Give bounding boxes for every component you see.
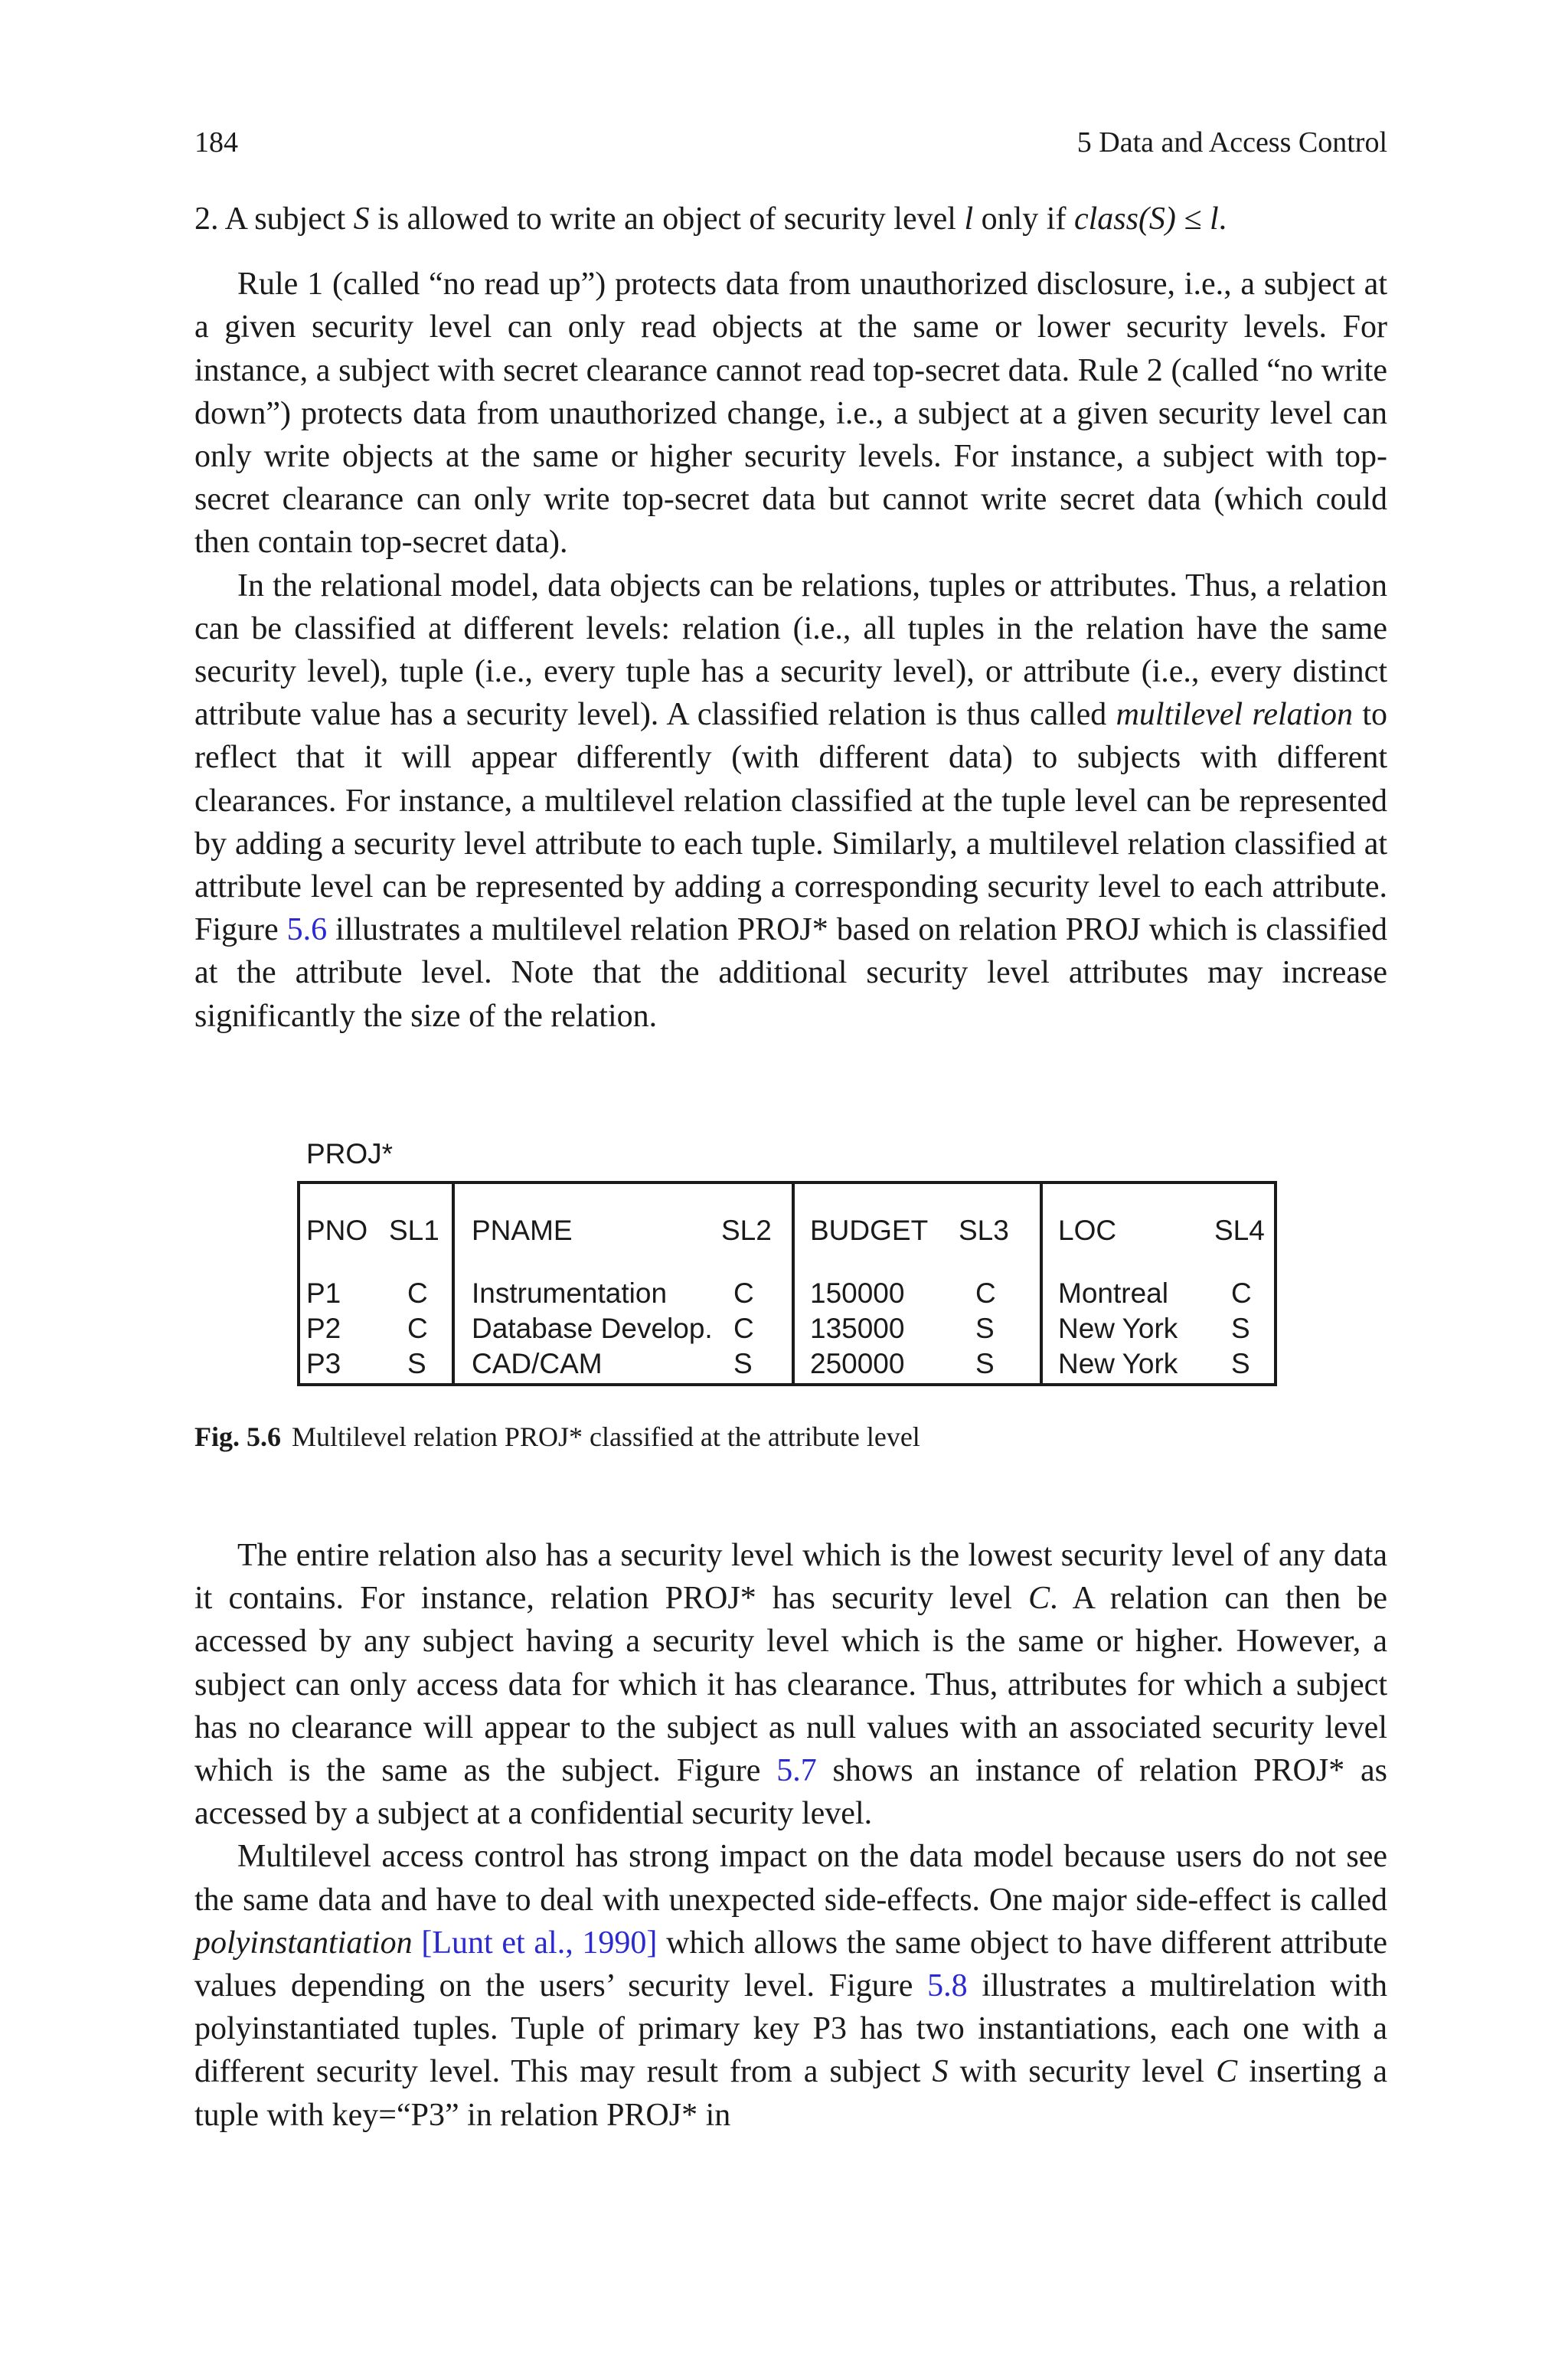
- table-cell: C: [733, 1277, 754, 1309]
- table-cell: P1: [306, 1277, 341, 1309]
- table-cell: C: [407, 1313, 428, 1344]
- figure-ref-5-7[interactable]: 5.7: [776, 1753, 817, 1789]
- figure-caption-label: Fig. 5.6: [194, 1421, 281, 1452]
- header-cell: SL4: [1214, 1215, 1265, 1246]
- figure-caption: [194, 1420, 920, 1454]
- table-cell: S: [1231, 1313, 1250, 1344]
- relation-table: [297, 1181, 1277, 1386]
- table-cell: C: [1231, 1277, 1252, 1309]
- table-cell: CAD/CAM: [472, 1348, 603, 1379]
- paragraph-rules: Rule 1 (called “no read up”) protects data from unauthorized disclosure, i.e., a subject at a given security level can only read objects at the same or lower security levels. For instance, a subject with secret clearance cannot read top-secret data. Rule 2 (called “no write down”) protects data from unauthorized change, i.e., a subject at a given security level can only write objects at the same or higher security levels. For instance, a subject with top-secret clearance can only write top-secret data but cannot write secret data (which could then contain top-secret data).: [194, 267, 1387, 561]
- header-cell: SL1: [389, 1215, 439, 1246]
- table-cell: S: [407, 1348, 426, 1379]
- table-cell: New York: [1058, 1348, 1178, 1379]
- header-cell: LOC: [1058, 1215, 1117, 1246]
- table-cell: Montreal: [1058, 1277, 1168, 1309]
- header-cell: BUDGET: [810, 1215, 929, 1246]
- citation-lunt-1990[interactable]: [Lunt et al., 1990]: [421, 1925, 658, 1961]
- column-divider: [452, 1184, 455, 1383]
- table-cell: S: [1231, 1348, 1250, 1379]
- table-cell: C: [407, 1277, 428, 1309]
- table-cell: 135000: [810, 1313, 905, 1344]
- rule-2-item: 2. A subject S is allowed to write an object of security level l only if class(S) ≤ l.: [194, 201, 1227, 237]
- table-cell: C: [733, 1313, 754, 1344]
- figure-ref-5-6[interactable]: 5.6: [286, 912, 328, 948]
- table-cell: P2: [306, 1313, 341, 1344]
- column-divider: [1040, 1184, 1043, 1383]
- header-cell: PNAME: [472, 1215, 573, 1246]
- table-cell: S: [733, 1348, 753, 1379]
- chapter-title: 5 Data and Access Control: [1076, 126, 1387, 159]
- figure-caption-text: Multilevel relation PROJ* classified at the attribute level: [292, 1421, 920, 1452]
- table-cell: 250000: [810, 1348, 905, 1379]
- table-cell: S: [975, 1313, 995, 1344]
- table-cell: 150000: [810, 1277, 905, 1309]
- table-cell: S: [975, 1348, 995, 1379]
- body-text-top: [194, 198, 1387, 1038]
- paragraph-entire-relation: The entire relation also has a security level which is the lowest security level of any data it contains. For instance, relation PROJ* has security level C. A relation can then be accessed by any subject having a security level which is the same or higher. However, a subject can only access data for which it has clearance. Thus, attributes for which a subject has no clearance will appear to the subject as null values with an associated security level which is the same as the subject. Figure 5.7 shows an instance of relation PROJ* as accessed by a subject at a confidential security level.: [194, 1538, 1387, 1832]
- table-cell: Instrumentation: [472, 1277, 668, 1309]
- header-cell: SL3: [959, 1215, 1009, 1246]
- column-divider: [792, 1184, 795, 1383]
- header-cell: PNO: [306, 1215, 368, 1246]
- paragraph-relational-model: In the relational model, data objects can be relations, tuples or attributes. Thus, a relation can be classified at different levels: relation (i.e., all tuples in the relation have the same security level), tuple (i.e., every tuple has a security level), or attribute (i.e., every distinct attribute value has a security level). A classified relation is thus called multilevel relation to reflect that it will appear differently (with different data) to subjects with different clearances. For instance, a multilevel relation classified at the tuple level can be represented by adding a security level attribute to each tuple. Similarly, a multilevel relation classified at attribute level can be represented by adding a corresponding security level to each attribute. Figure 5.6 illustrates a multilevel relation PROJ* based on relation PROJ which is classified at the attribute level. Note that the additional security level attributes may increase significantly the size of the relation.: [194, 568, 1388, 1034]
- body-text-bottom: [194, 1534, 1387, 2137]
- header-cell: SL2: [721, 1215, 772, 1246]
- paragraph-polyinstantiation: Multilevel access control has strong impact on the data model because users do not see the same data and have to deal with unexpected side-effects. One major side-effect is called polyinstantiation [Lunt et al., 1990] which allows the same object to have different attribute values depending on the users’ security level. Figure 5.8 illustrates a multirelation with polyinstantiated tuples. Tuple of primary key P3 has two instantiations, each one with a different security level. This may result from a subject S with security level C inserting a tuple with key=“P3” in relation PROJ* in: [194, 1839, 1388, 2133]
- figure-ref-5-8[interactable]: 5.8: [927, 1968, 968, 2004]
- table-cell: New York: [1058, 1313, 1178, 1344]
- table-cell: C: [975, 1277, 996, 1309]
- table-cell: P3: [306, 1348, 341, 1379]
- page-number: 184: [194, 126, 238, 159]
- table-cell: Database Develop.: [472, 1313, 713, 1344]
- figure-proj-table: [297, 1138, 1292, 1398]
- figure-table-label: PROJ*: [306, 1138, 394, 1169]
